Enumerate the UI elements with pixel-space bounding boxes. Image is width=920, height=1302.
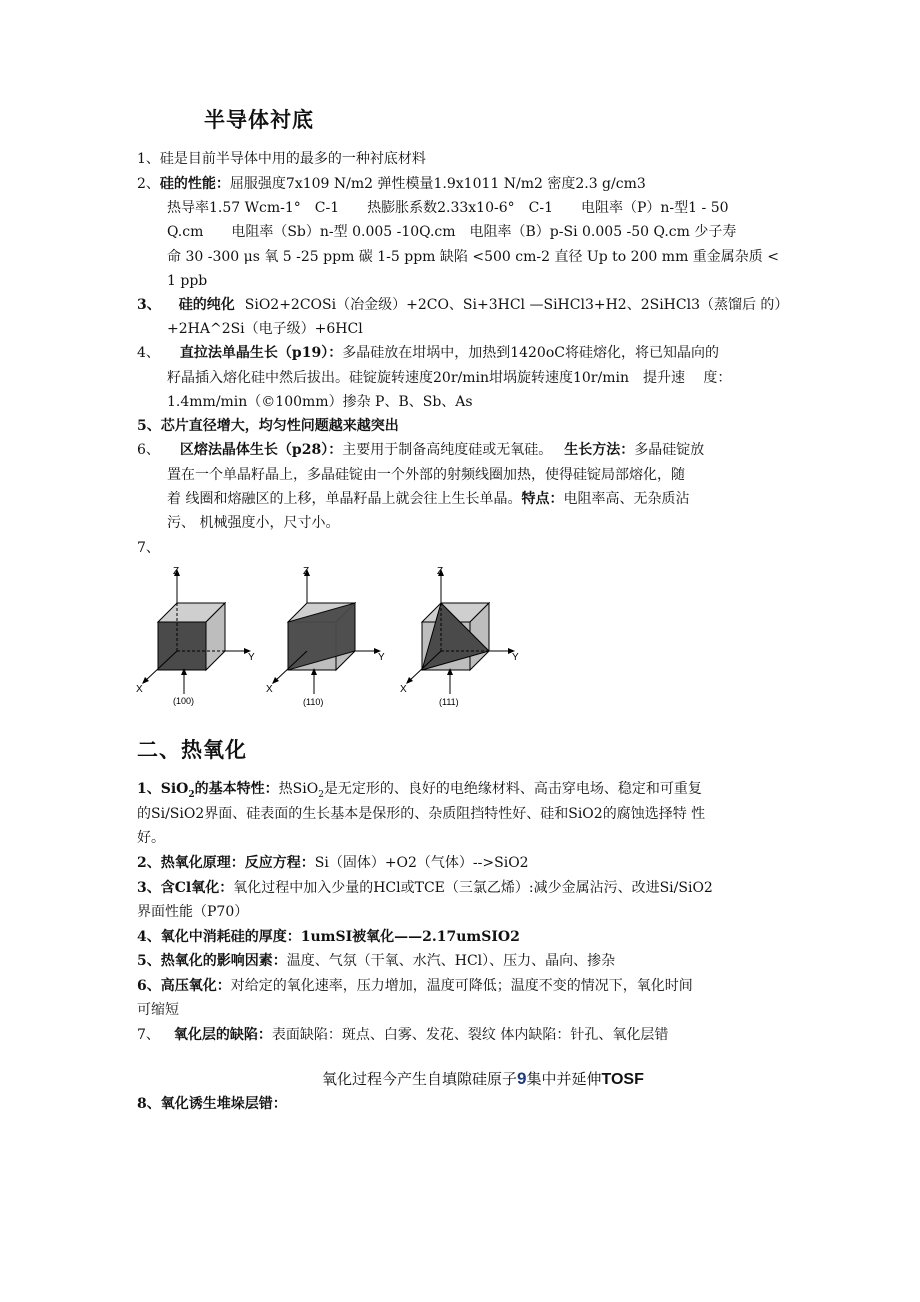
item-4-line: 籽晶插入熔化硅中然后拔出。硅锭旋转速度20r/min坩埚旋转速度10r/min 提升速 度： — [167, 370, 732, 386]
ox-item-6-line: 可缩短 — [137, 1002, 179, 1018]
axis-z-label: Z — [173, 566, 180, 577]
item-2-line: 命 30 -300 μs 氧 5 -25 ppm 碳 1-5 ppm 缺陷 <500 cm-2 直径 Up to 200 mm 重金属杂质 < — [167, 249, 779, 265]
ox-item-1-heading: 1、SiO$_2$的基本特性：热SiO$_2$是无定形的、良好的电绝缘材料、高击穿电场、稳定和可重复 — [137, 781, 702, 800]
item-6-line: 着 线圈和熔融区的上移，单晶籽晶上就会往上生长单晶。特点：电阻率高、无杂质沾 — [167, 491, 690, 507]
item-6-line: 污、 机械强度小，尺寸小。 — [167, 515, 340, 531]
ox-item-3: 3、含Cl氧化：氧化过程中加入少量的HCl或TCE（三氯乙烯）:减少金属沾污、改进Si/SiO2 — [137, 880, 713, 896]
cube-100 — [136, 566, 255, 706]
axis-y-label: Y — [378, 652, 385, 663]
plane-label-110: (110) — [303, 697, 324, 707]
axis-z-label: Z — [437, 566, 444, 577]
item-4-line: 1.4mm/min（©100mm）掺杂 P、B、Sb、As — [167, 394, 473, 410]
axis-z-label: Z — [303, 566, 310, 577]
axis-x-label: X — [266, 684, 273, 695]
item-1: 1、硅是目前半导体中用的最多的一种衬底材料 — [137, 151, 426, 167]
item-3-heading: 3、 硅的纯化 SiO2+2COSi（冶金级）+2CO、Si+3HCl —SiHCl3+H2、2SiHCl3（蒸馏后 的） — [137, 297, 789, 313]
axis-y-label: Y — [248, 652, 255, 663]
item-7: 7、 — [137, 540, 160, 556]
ox-item-6: 6、高压氧化：对给定的氧化速率，压力增加，温度可降低；温度不变的情况下，氧化时间 — [137, 978, 693, 994]
plane-100 — [158, 622, 206, 670]
item-4-heading: 4、 直拉法单晶生长（p19）：多晶硅放在坩埚中，加热到1420oC将硅熔化，将已知晶向的 — [137, 345, 719, 361]
item-6-line: 置在一个单晶籽晶上，多晶硅锭由一个外部的射频线圈加热，使得硅锭局部熔化，随 — [167, 467, 685, 483]
axis-x-label: X — [400, 684, 407, 695]
item-2-line: 1 ppb — [167, 273, 208, 289]
plane-label-111: (111) — [439, 697, 459, 707]
ox-item-2: 2、热氧化原理：反应方程：Si（固体）+O2（气体）-->SiO2 — [137, 855, 529, 871]
crystal-planes-figure — [132, 564, 552, 714]
section-title-thermal-oxidation: 二、热氧化 — [137, 737, 247, 762]
item-3-line: +2HA^2Si（电子级）+6HCl — [167, 321, 363, 337]
ox-item-4: 4、氧化中消耗硅的厚度：1umSI被氧化——2.17umSIO2 — [137, 929, 520, 945]
plane-label-100: (100) — [173, 696, 195, 706]
axis-x-label: X — [136, 684, 143, 695]
ox-item-8: 8、氧化诱生堆垛层错： — [137, 1096, 287, 1112]
cube-111 — [400, 566, 519, 707]
item-5: 5、芯片直径增大，均匀性问题越来越突出 — [137, 418, 399, 434]
item-2-line: Q.cm 电阻率（Sb）n-型 0.005 -10Q.cm 电阻率（B）p-Si 0.005 -50 Q.cm 少子寿 — [167, 224, 737, 240]
ox-item-5: 5、热氧化的影响因素：温度、气氛（干氧、水汽、HCl）、压力、晶向、掺杂 — [137, 953, 616, 969]
item-6-heading: 6、 区熔法晶体生长（p28）：主要用于制备高纯度硅或无氧硅。 生长方法：多晶硅锭放 — [137, 442, 705, 458]
item-2-line: 热导率1.57 Wcm-1° C-1 热膨胀系数2.33x10-6° C-1 电阻率（P）n-型1 - 50 — [167, 200, 729, 216]
ox-item-7: 7、 氧化层的缺陷：表面缺陷：斑点、白雾、发花、裂纹 体内缺陷：针孔、氧化层错 — [137, 1027, 669, 1043]
section-title-substrate: 半导体衬底 — [204, 107, 314, 132]
item-2-heading: 2、硅的性能：屈服强度7x109 N/m2 弹性模量1.9x1011 N/m2 密度2.3 g/cm3 — [137, 176, 646, 192]
ox-item-1-line: 的Si/SiO2界面、硅表面的生长基本是保形的、杂质阻挡特性好、硅和SiO2的腐蚀选择特 性 — [137, 806, 706, 822]
ox-item-1-line: 好。 — [137, 830, 165, 846]
cube-110 — [266, 566, 385, 707]
tosf-caption: 氧化过程今产生自填隙硅原子9集中并延伸TOSF — [322, 1069, 644, 1088]
ox-item-3-line: 界面性能（P70） — [137, 904, 249, 920]
axis-y-label: Y — [512, 652, 519, 663]
